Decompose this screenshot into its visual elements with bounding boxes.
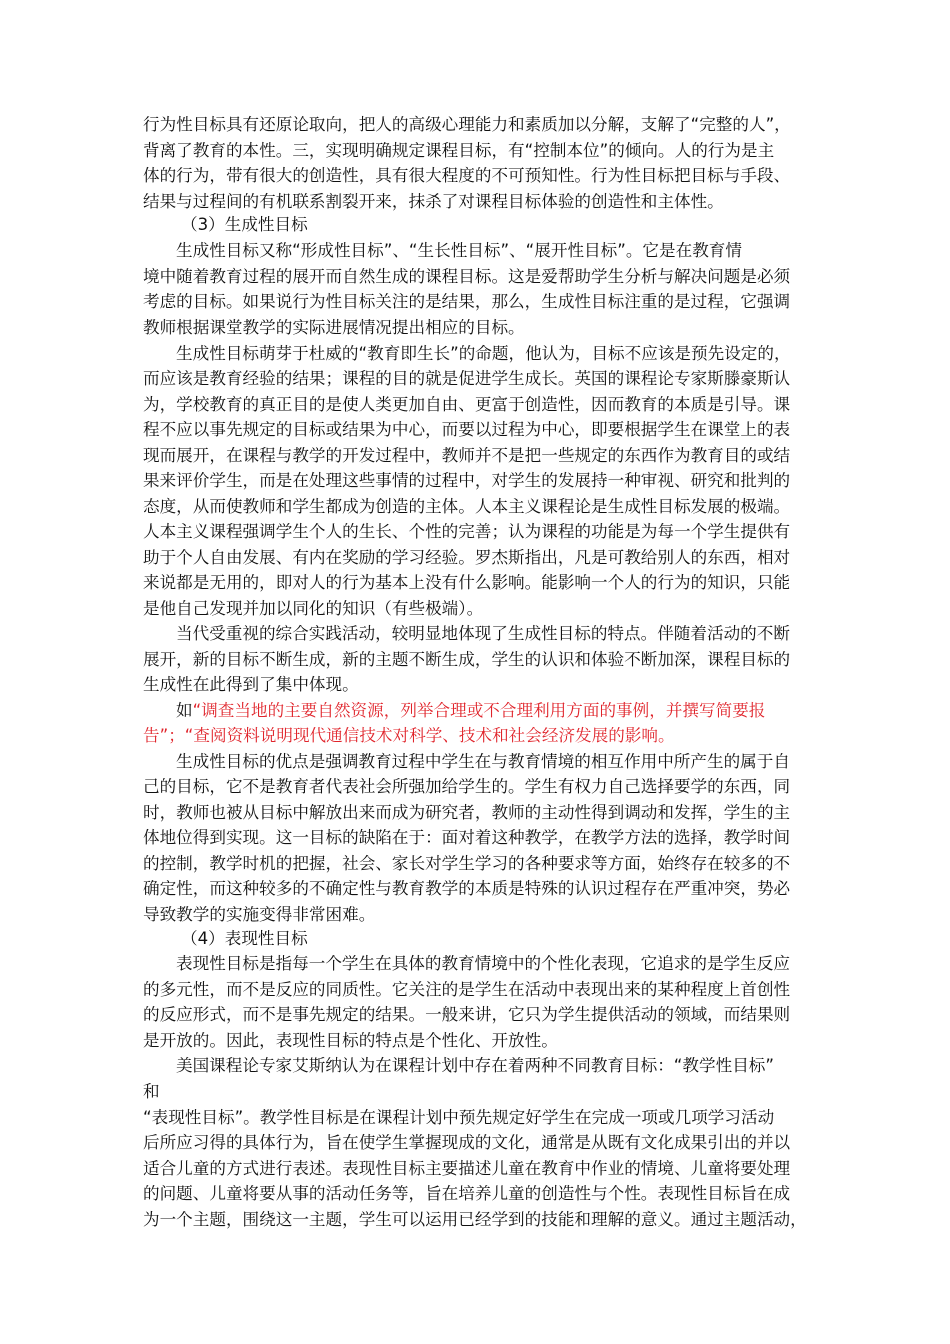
text-line: 的反应形式，而不是事先规定的结果。一般来讲，它只为学生提供活动的领域，而结果则 <box>143 1005 791 1024</box>
text-line: 程不应以事先规定的目标或结果为中心，而要以过程为中心，即要根据学生在课堂上的表 <box>143 420 791 439</box>
text-line: 适合儿童的方式进行表述。表现性目标主要描述儿童在教育中作业的情境、儿童将要处理 <box>143 1159 791 1178</box>
example-lead: 如 <box>176 701 193 720</box>
text-line: 的控制，教学时机的把握，社会、家长对学生学习的各种要求等方面，始终存在较多的不 <box>143 854 791 873</box>
text-line: 的问题、儿童将要从事的活动任务等，旨在培养儿童的创造性与个性。表现性目标旨在成 <box>143 1184 791 1203</box>
text-line: 后所应习得的具体行为，旨在使学生掌握现成的文化，通常是从既有文化成果引出的并以 <box>143 1133 791 1152</box>
text-line: 态度，从而使教师和学生都成为创造的主体。人本主义课程论是生成性目标发展的极端。 <box>143 497 791 516</box>
section-heading: （3）生成性目标 <box>181 215 308 234</box>
text-line: 是他自己发现并加以同化的知识（有些极端）。 <box>143 599 484 618</box>
text-line: 为，学校教育的真正目的是使人类更加自由、更富于创造性，因而教育的本质是引导。课 <box>143 395 791 414</box>
text-line: 体的行为，带有很大的创造性，具有很大程度的不可预知性。行为性目标把目标与手段、 <box>143 166 791 185</box>
text-line: 美国课程论专家艾斯纳认为在课程计划中存在着两种不同教育目标：“教学性目标” <box>176 1056 774 1075</box>
text-line: 是开放的。因此，表现性目标的特点是个性化、开放性。 <box>143 1031 558 1050</box>
text-line: 教师根据课堂教学的实际进展情况提出相应的目标。 <box>143 318 525 337</box>
text-line: 生成性目标的优点是强调教育过程中学生在与教育情境的相互作用中所产生的属于自 <box>176 752 790 771</box>
example-highlight: 告”；“查阅资料说明现代通信技术对科学、技术和社会经济发展的影响。 <box>143 726 675 745</box>
text-line: 确定性，而这种较多的不确定性与教育教学的本质是特殊的认识过程存在严重冲突，势必 <box>143 879 791 898</box>
text-line: 和 <box>143 1082 160 1101</box>
text-line: 生成性目标萌芽于杜威的“教育即生长”的命题，他认为，目标不应该是预先设定的， <box>176 344 791 363</box>
text-line: 来说都是无用的，即对人的行为基本上没有什么影响。能影响一个人的行为的知识，只能 <box>143 573 791 592</box>
text-line: 展开，新的目标不断生成，新的主题不断生成，学生的认识和体验不断加深，课程目标的 <box>143 650 791 669</box>
text-line: 行为性目标具有还原论取向，把人的高级心理能力和素质加以分解，支解了“完整的人”， <box>143 115 791 134</box>
text-line: 的多元性，而不是反应的同质性。它关注的是学生在活动中表现出来的某种程度上首创性 <box>143 980 791 999</box>
text-line <box>176 698 765 724</box>
text-line: 生成性在此得到了集中体现。 <box>143 675 359 694</box>
text-line: 果来评价学生，而是在处理这些事情的过程中，对学生的发展持一种审视、研究和批判的 <box>143 471 791 490</box>
text-line: 而应该是教育经验的结果；课程的目的就是促进学生成长。英国的课程论专家斯滕豪斯认 <box>143 369 791 388</box>
text-line: 体地位得到实现。这一目标的缺陷在于：面对着这种教学，在教学方法的选择，教学时间 <box>143 828 791 847</box>
text-line: 表现性目标是指每一个学生在具体的教育情境中的个性化表现，它追求的是学生反应 <box>176 954 790 973</box>
text-line: 助于个人自由发展、有内在奖励的学习经验。罗杰斯指出，凡是可教给别人的东西，相对 <box>143 548 791 567</box>
text-line: 考虑的目标。如果说行为性目标关注的是结果，那么，生成性目标注重的是过程，它强调 <box>143 292 791 311</box>
text-line: 结果与过程间的有机联系割裂开来，抹杀了对课程目标体验的创造性和主体性。 <box>143 192 724 211</box>
text-line: 导致教学的实施变得非常困难。 <box>143 905 376 924</box>
text-line: 时，教师也被从目标中解放出来而成为研究者，教师的主动性得到调动和发挥，学生的主 <box>143 803 791 822</box>
text-line: 生成性目标又称“形成性目标”、“生长性目标”、“展开性目标”。它是在教育情 <box>176 241 742 260</box>
text-line: 人本主义课程强调学生个人的生长、个性的完善；认为课程的功能是为每一个学生提供有 <box>143 522 791 541</box>
section-heading: （4）表现性目标 <box>181 929 308 948</box>
text-line: 背离了教育的本性。三，实现明确规定课程目标，有“控制本位”的倾向。人的行为是主 <box>143 141 775 160</box>
text-line: 当代受重视的综合实践活动，较明显地体现了生成性目标的特点。伴随着活动的不断 <box>176 624 790 643</box>
text-line: “表现性目标”。教学性目标是在课程计划中预先规定好学生在完成一项或几项学习活动 <box>143 1108 775 1127</box>
text-line: 己的目标，它不是教育者代表社会所强加给学生的。学生有权力自己选择要学的东西，同 <box>143 777 791 796</box>
text-line: 境中随着教育过程的展开而自然生成的课程目标。这是爱帮助学生分析与解决问题是必须 <box>143 267 791 286</box>
text-line: 现而展开，在课程与教学的开发过程中，教师并不是把一些规定的东西作为教育目的或结 <box>143 446 791 465</box>
example-highlight: “调查当地的主要自然资源，列举合理或不合理利用方面的事例，并撰写简要报 <box>192 701 766 720</box>
text-line: 为一个主题，围绕这一主题，学生可以运用已经学到的技能和理解的意义。通过主题活动， <box>143 1210 807 1229</box>
